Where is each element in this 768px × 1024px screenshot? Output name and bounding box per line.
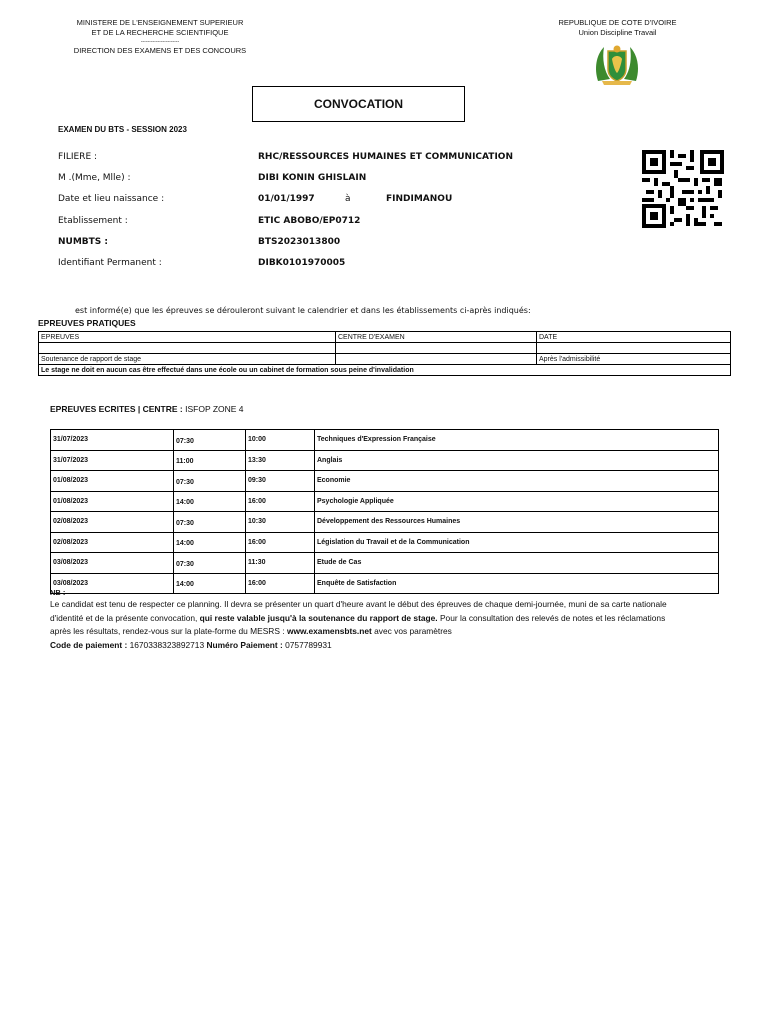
republic-motto: Union Discipline Travail bbox=[578, 28, 657, 37]
coat-of-arms-icon bbox=[592, 41, 642, 87]
table-row bbox=[39, 343, 731, 354]
republic-line-1: REPUBLIQUE DE COTE D'IVOIRE bbox=[558, 18, 677, 27]
exam-date: 01/08/2023 bbox=[51, 471, 174, 492]
table-row bbox=[39, 354, 731, 365]
nb-text-bold: qui reste valable jusqu'à la soutenance du rapport de stage. bbox=[199, 612, 438, 623]
exam-start: 07:30 bbox=[174, 430, 246, 451]
exam-subject: Etude de Cas bbox=[315, 553, 719, 574]
exam-start: 14:00 bbox=[174, 491, 246, 512]
nb-paragraph bbox=[50, 598, 670, 639]
payment-line bbox=[50, 639, 670, 653]
birth-label: Date et lieu naissance : bbox=[58, 194, 165, 204]
exam-subject: Législation du Travail et de la Communication bbox=[315, 532, 719, 553]
practical-note: Le stage ne doit en aucun cas être effectué dans une école ou un cabinet de formation sous peine d'invalidation bbox=[39, 365, 731, 376]
exam-end: 09:30 bbox=[246, 471, 315, 492]
table-cell: Après l'admissibilité bbox=[537, 354, 731, 365]
exam-end: 11:30 bbox=[246, 553, 315, 574]
establishment-value: ETIC ABOBO/EP0712 bbox=[258, 216, 361, 226]
exam-start: 14:00 bbox=[174, 532, 246, 553]
header-cell: DATE bbox=[537, 332, 731, 343]
payment-number-value: 0757789931 bbox=[285, 640, 332, 651]
exam-date: 03/08/2023 bbox=[51, 573, 174, 594]
establishment-label: Etablissement : bbox=[58, 216, 128, 226]
exam-start: 07:30 bbox=[174, 553, 246, 574]
table-row bbox=[51, 491, 719, 512]
written-exams-title: EPREUVES ECRITES | CENTRE : bbox=[50, 404, 183, 414]
table-header-row bbox=[39, 332, 731, 343]
exam-start: 14:00 bbox=[174, 573, 246, 594]
exam-date: 02/08/2023 bbox=[51, 512, 174, 533]
birth-place-value: FINDIMANOU bbox=[386, 194, 453, 204]
practical-exams-title: EPREUVES PRATIQUES bbox=[38, 318, 136, 328]
exam-date: 02/08/2023 bbox=[51, 532, 174, 553]
table-row bbox=[51, 553, 719, 574]
permanent-id-label: Identifiant Permanent : bbox=[58, 258, 162, 268]
header-cell: CENTRE D'EXAMEN bbox=[336, 332, 537, 343]
table-row bbox=[51, 471, 719, 492]
table-row bbox=[51, 532, 719, 553]
exam-start: 11:00 bbox=[174, 450, 246, 471]
header-cell: EPREUVES bbox=[39, 332, 336, 343]
exam-end: 16:00 bbox=[246, 573, 315, 594]
exam-date: 31/07/2023 bbox=[51, 450, 174, 471]
name-value: DIBI KONIN GHISLAIN bbox=[258, 173, 367, 183]
nb-text-3: avec vos paramètres bbox=[371, 626, 452, 637]
written-exams-table bbox=[50, 429, 719, 594]
website-link[interactable]: www.examensbts.net bbox=[286, 626, 372, 637]
ministry-separator: ----------------------- bbox=[140, 39, 180, 45]
table-cell: Soutenance de rapport de stage bbox=[39, 354, 336, 365]
exam-subject: Psychologie Appliquée bbox=[315, 491, 719, 512]
exam-end: 10:00 bbox=[246, 430, 315, 451]
filiere-value: RHC/RESSOURCES HUMAINES ET COMMUNICATION bbox=[258, 152, 513, 162]
table-row bbox=[51, 450, 719, 471]
exam-subject: Enquête de Satisfaction bbox=[315, 573, 719, 594]
ministry-line-3: DIRECTION DES EXAMENS ET DES CONCOURS bbox=[73, 46, 247, 55]
table-row bbox=[39, 365, 731, 376]
written-exams-heading bbox=[50, 404, 244, 414]
exam-end: 16:00 bbox=[246, 532, 315, 553]
practical-exams-table bbox=[38, 331, 731, 376]
qr-code-icon bbox=[642, 150, 724, 228]
exam-end: 13:30 bbox=[246, 450, 315, 471]
page-title: CONVOCATION bbox=[313, 97, 404, 111]
numbts-value: BTS2023013800 bbox=[258, 237, 341, 247]
exam-start: 07:30 bbox=[174, 471, 246, 492]
payment-code-label: Code de paiement : bbox=[50, 640, 128, 651]
birth-date-value: 01/01/1997 bbox=[258, 194, 315, 204]
birth-at-word: à bbox=[345, 194, 351, 204]
exam-subject: Techniques d'Expression Française bbox=[315, 430, 719, 451]
filiere-label: FILIERE : bbox=[58, 152, 98, 162]
nb-label: NB : bbox=[50, 588, 66, 597]
ministry-line-2: ET DE LA RECHERCHE SCIENTIFIQUE bbox=[91, 28, 229, 37]
numbts-label: NUMBTS : bbox=[58, 237, 109, 247]
exam-date: 31/07/2023 bbox=[51, 430, 174, 451]
republic-header bbox=[530, 18, 705, 38]
ministry-line-1: MINISTERE DE L'ENSEIGNEMENT SUPERIEUR bbox=[76, 18, 244, 27]
exam-end: 10:30 bbox=[246, 512, 315, 533]
exam-date: 03/08/2023 bbox=[51, 553, 174, 574]
table-cell bbox=[336, 354, 537, 365]
table-row bbox=[51, 512, 719, 533]
nb-section bbox=[50, 588, 670, 653]
exam-subject: Economie bbox=[315, 471, 719, 492]
ministry-header bbox=[60, 18, 260, 56]
exam-end: 16:00 bbox=[246, 491, 315, 512]
payment-code-value: 1670338323892713 bbox=[129, 640, 205, 651]
exam-date: 01/08/2023 bbox=[51, 491, 174, 512]
payment-number-label: Numéro Paiement : bbox=[206, 640, 283, 651]
convocation-title-box bbox=[252, 86, 465, 122]
nb-text-2: Pour la consultation des relevés de notes et les réclamations après les résultats, rendez-vous sur la plate-forme du MESRS : bbox=[50, 612, 666, 637]
intro-text: est informé(e) que les épreuves se dérouleront suivant le calendrier et dans les établissements ci-après indiqués: bbox=[75, 306, 531, 315]
name-label: M .(Mme, Mlle) : bbox=[58, 173, 131, 183]
permanent-id-value: DIBK0101970005 bbox=[258, 258, 346, 268]
written-exams-centre: ISFOP ZONE 4 bbox=[185, 404, 244, 414]
table-row bbox=[51, 430, 719, 451]
exam-start: 07:30 bbox=[174, 512, 246, 533]
nb-text-1: Le candidat est tenu de respecter ce planning. Il devra se présenter un quart d'heure avant le début des épreuves de chaque demi-journée, muni de sa carte nationale d'identité et de la présente convocation, bbox=[50, 599, 667, 623]
exam-subject: Développement des Ressources Humaines bbox=[315, 512, 719, 533]
session-label: EXAMEN DU BTS - SESSION 2023 bbox=[58, 125, 187, 134]
exam-subject: Anglais bbox=[315, 450, 719, 471]
